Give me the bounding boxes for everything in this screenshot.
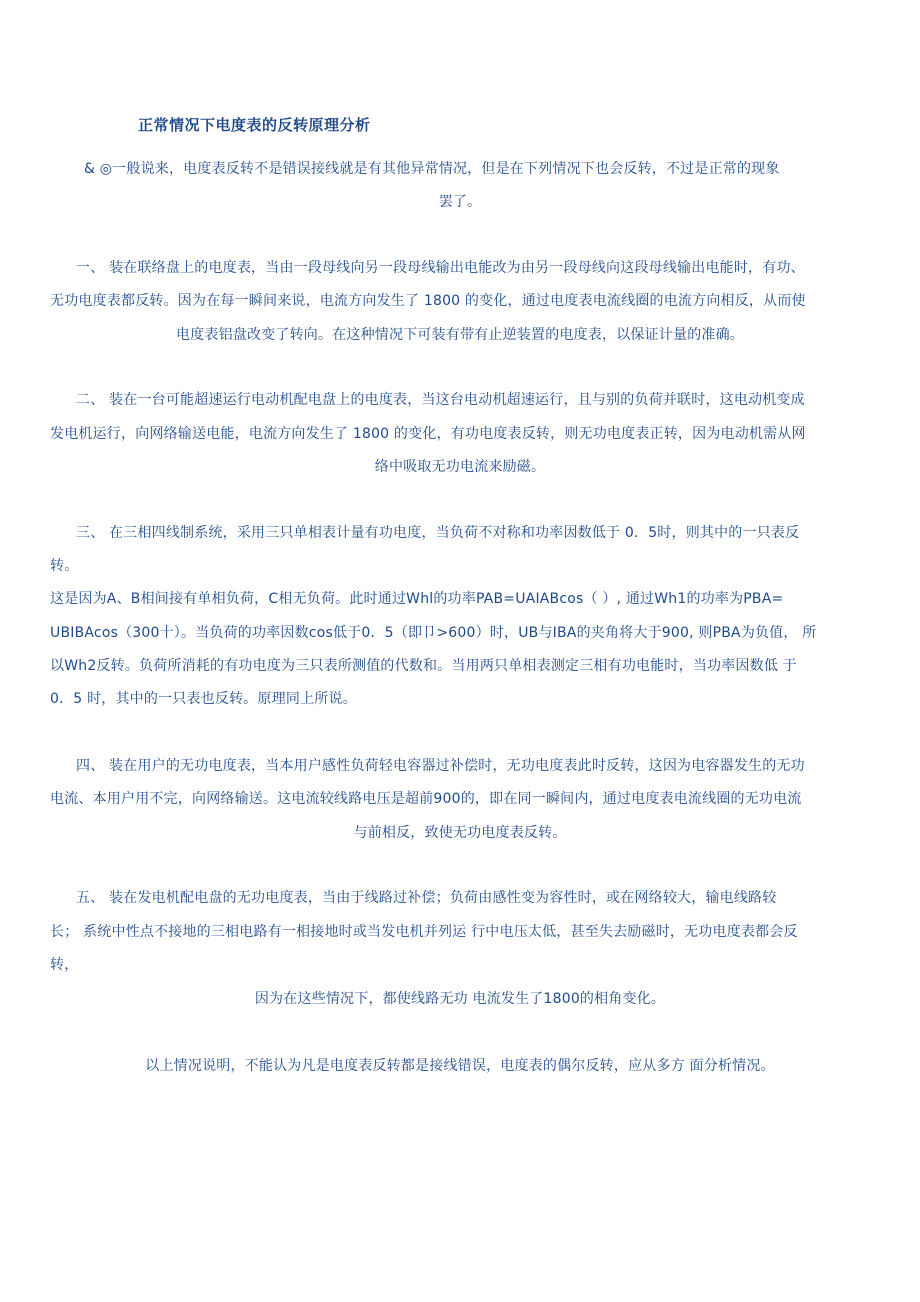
section-4-line-3: 与前相反，致使无功电度表反转。 bbox=[353, 825, 567, 841]
section-3-line-1: 三、 在三相四线制系统，采用三只单相表计量有功电度，当负荷不对称和功率因数低于 0．5时，则其中的一只表反 bbox=[76, 525, 800, 541]
section-3-line-5: 以Wh2反转。负荷所消耗的有功电度为三只表所测值的代数和。当用两只单相表测定三相有功电能时，当功率因数低 于 bbox=[50, 658, 797, 674]
section-3-line-3: 这是因为A、B相间接有单相负荷，C相无负荷。此时通过Whl的功率PAB=UAIABcos（ ）, 通过Wh1的功率为PBA= bbox=[50, 591, 784, 607]
section-2-line-3: 络中吸取无功电流来励磁。 bbox=[374, 459, 546, 475]
document-title: 正常情况下电度表的反转原理分析 bbox=[138, 116, 371, 134]
intro-line-1: & ◎一般说来，电度表反转不是错误接线就是有其他异常情况，但是在下列情况下也会反转，不过是正常的现象 bbox=[84, 161, 780, 177]
section-3-line-2: 转。 bbox=[50, 558, 79, 574]
section-1-line-2: 无功电度表都反转。因为在每一瞬间来说，电流方向发生了 1800 的变化，通过电度表电流线圈的电流方向相反，从而使 bbox=[50, 293, 806, 309]
section-2-line-2: 发电机运行，向网络输送电能，电流方向发生了 1800 的变化，有功电度表反转，则无功电度表正转，因为电动机需从网 bbox=[50, 426, 806, 442]
section-3-line-6: 0．5 时，其中的一只表也反转。原理同上所说。 bbox=[50, 691, 357, 707]
section-5-line-1: 五、 装在发电机配电盘的无功电度表，当由于线路过补偿；负荷由感性变为容性时，或在网络较大，输电线路较 bbox=[76, 890, 777, 906]
conclusion-line: 以上情况说明，不能认为凡是电度表反转都是接线错误，电度表的偶尔反转，应从多方 面分析情况。 bbox=[145, 1058, 775, 1074]
section-4-line-2: 电流、本用户用不完，向网络输送。这电流较线路电压是超前900的，即在同一瞬间内，通过电度表电流线圈的无功电流 bbox=[50, 791, 802, 807]
section-1-line-3: 电度表铝盘改变了转向。在这种情况下可装有带有止逆装置的电度表，以保证计量的准确。 bbox=[176, 327, 744, 343]
section-5-line-3: 转， bbox=[50, 957, 79, 973]
intro-line-2: 罢了。 bbox=[438, 194, 482, 210]
section-1-line-1: 一、 装在联络盘上的电度表，当由一段母线向另一段母线输出电能改为由另一段母线向这段母线输出电能时，有功、 bbox=[76, 260, 805, 276]
section-5-line-4: 因为在这些情况下，都使线路无功 电流发生了1800的相角变化。 bbox=[254, 991, 666, 1007]
section-2-line-1: 二、 装在一台可能超速运行电动机配电盘上的电度表，当这台电动机超速运行，且与别的负荷并联时，这电动机变成 bbox=[76, 392, 805, 408]
section-3-line-4: UBIBAcos（300十）。当负荷的功率因数cos低于0．5（即卩>600）时，UB与IBA的夹角将大于900, 则PBA为负值， 所 bbox=[50, 625, 817, 641]
section-5-line-2: 长； 系统中性点不接地的三相电路有一相接地时或当发电机并列运 行中电压太低，甚至失去励磁时，无功电度表都会反 bbox=[50, 924, 798, 940]
section-4-line-1: 四、 装在用户的无功电度表，当本用户感性负荷轻电容器过补偿时，无功电度表此时反转，这因为电容器发生的无功 bbox=[76, 758, 805, 774]
